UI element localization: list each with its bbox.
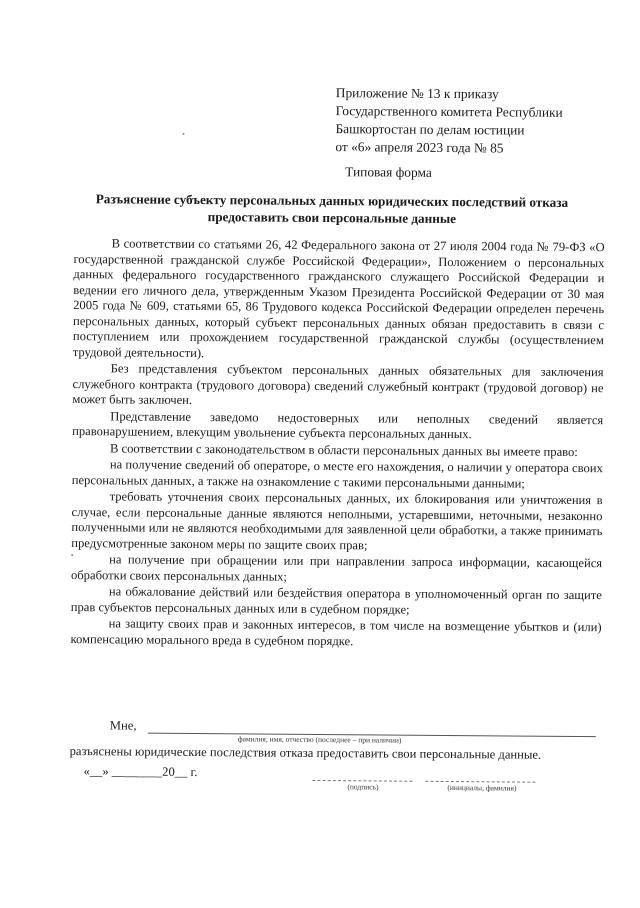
paragraph-right-appeal: на обжалование действий или бездействия оператора в уполномоченный орган по защите прав субъектов персональных данных или в судебном порядке; xyxy=(70,584,602,617)
fio-hint: фамилия, имя, отчество (последнее – при наличии) xyxy=(237,734,402,745)
approval-line-1: Приложение № 13 к приказу xyxy=(335,85,499,102)
document-body xyxy=(70,236,604,652)
paragraph-right-request: на получение при обращении или при направлении запроса информации, касающейся обработки своих персональных данных; xyxy=(70,552,603,584)
paragraph-right-protection: на защиту своих прав и законных интересов, в том числе на возмещение убытков и (или) компенсацию морального вреда в судебном порядке. xyxy=(70,616,602,648)
approval-block xyxy=(335,84,626,158)
paragraph-false-data: Представление заведомо недостоверных или неполных сведений является правонарушением, влекущим увольнение субъекта персональных данных. xyxy=(72,408,604,442)
paragraph-right-correction: требовать уточнения своих персональных данных, их блокирования или уничтожения в случае, если персональные данные являются неполными, устаревшими, неточными, незаконно полученными или не являются необходимыми для заявленной цели обработки, а также принимать предусмотренные законом меры по защите своих прав; xyxy=(71,489,603,552)
document-title: Разъяснение субъекту персональных данных юридических последствий отказа предоставить свои персональные данные xyxy=(95,191,569,227)
paragraph-rights-intro: В соответствии с законодательством в области персональных данных вы имеете право: xyxy=(109,440,578,459)
scan-speck xyxy=(182,133,184,135)
paragraph-legal-basis: В соответствии со статьями 26, 42 Федерального закона от 27 июля 2004 года № 79-ФЗ «О государственной гражданской службе Российской Федерации», Положением о персональных данных федерального государственного гражданского служащего Российской Федерации и ведении его личного дела, утвержденным Указом Президента Российской Федерации от 30 мая 2005 года № 609, статьями 65, 86 Трудового кодекса Российской Федерации определен перечень персональных данных, который субъект персональных данных обязан предоставить в связи с поступлением или прохождением государственной гражданской службы (осуществлением трудовой деятельности). xyxy=(72,236,605,360)
approval-line-3: Башкортостан по делам юстиции xyxy=(335,121,525,138)
paragraph-right-info: на получение сведений об операторе, о месте его нахождения, о наличии у оператора своих персональных данных, а также на ознакомление с такими персональными данными; xyxy=(71,457,603,491)
explained-statement: разъяснены юридические последствия отказа предоставить свои персональные данные. xyxy=(69,744,542,762)
approval-line-4: от «6» апреля 2023 года № 85 xyxy=(335,139,504,156)
scan-speck xyxy=(71,554,73,556)
paragraph-no-contract: Без представления субъектом персональных данных обязательных для заключения служебного контракта (трудового договора) сведений служебный контракт (трудовой договор) не может быть заключен. xyxy=(72,361,604,407)
mne-label: Мне, xyxy=(109,718,137,733)
initials-hint: (инициалы, фамилия) xyxy=(447,783,517,793)
date-line: «__» ________20__ г. xyxy=(83,764,198,780)
approval-line-2: Государственного комитета Республики xyxy=(335,103,563,120)
signature-hint: (подпись) xyxy=(347,782,379,792)
form-type-label: Типовая форма xyxy=(345,164,432,180)
